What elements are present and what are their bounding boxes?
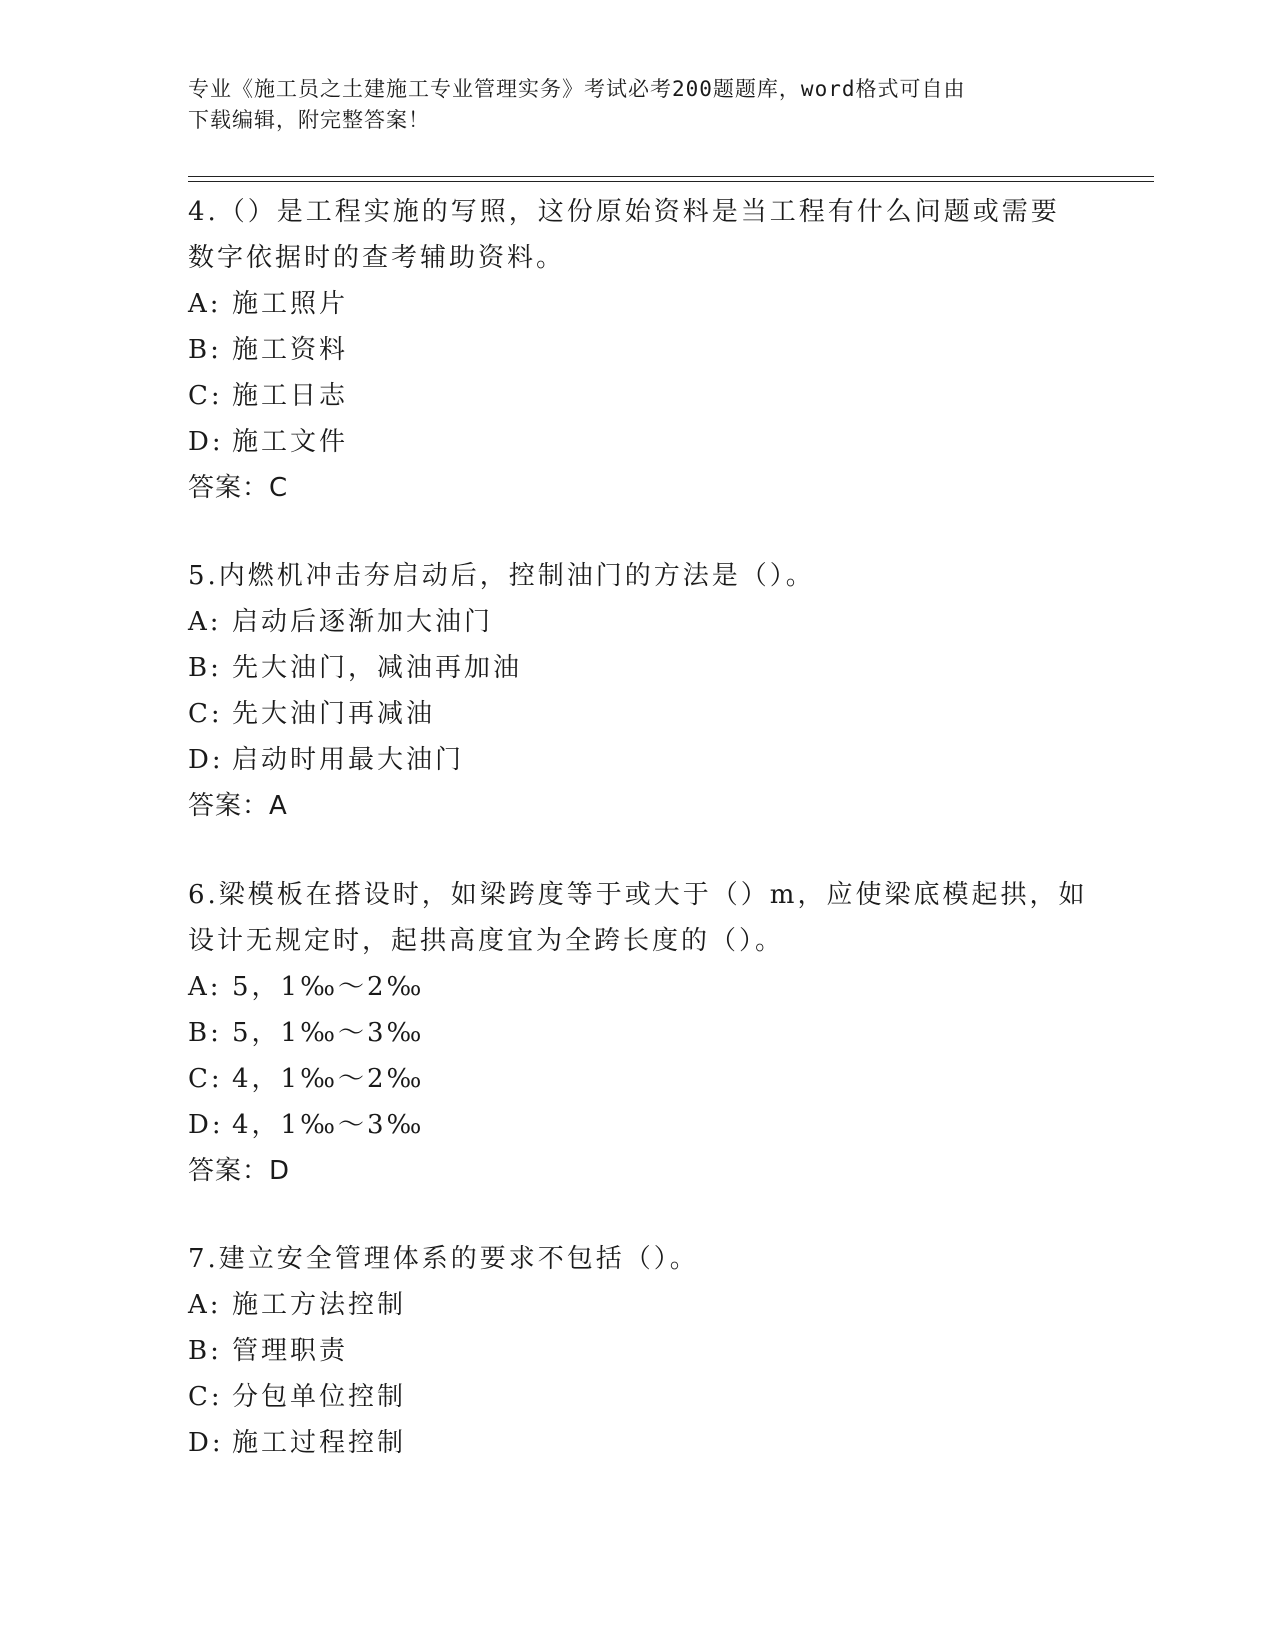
question-stem-line-1: 6.梁模板在搭设时，如梁跨度等于或大于（）m，应使梁底模起拱，如: [188, 880, 1088, 910]
option-b: [188, 1010, 1088, 1056]
option-key: A:: [188, 607, 222, 637]
header-line-1: 专业《施工员之土建施工专业管理实务》考试必考200题题库，word格式可自由: [188, 77, 966, 101]
answer-line: 答案：C: [188, 473, 289, 503]
header-line-2: 下载编辑，附完整答案！: [188, 108, 430, 132]
option-key: D:: [188, 1110, 224, 1140]
option-key: D:: [188, 1428, 224, 1458]
option-key: A:: [188, 1290, 222, 1320]
option-text: 4，1‰～2‰: [232, 1064, 425, 1094]
option-key: B:: [188, 335, 222, 365]
option-text: 先大油门，减油再加油: [232, 653, 523, 683]
question-stem: 7.建立安全管理体系的要求不包括（）。: [188, 1244, 699, 1274]
option-key: B:: [188, 1336, 222, 1366]
option-c: [188, 691, 1088, 737]
header-divider-bottom: [188, 181, 1154, 182]
option-c: [188, 1374, 1088, 1420]
header-divider-top: [188, 176, 1154, 177]
option-key: A:: [188, 972, 222, 1002]
question-stem: [188, 872, 1088, 964]
option-text: 施工资料: [232, 335, 349, 365]
answer-line: 答案：A: [188, 791, 288, 821]
option-d: [188, 1420, 1088, 1466]
option-d: [188, 1102, 1088, 1148]
option-a: [188, 281, 1088, 327]
option-text: 5，1‰～3‰: [232, 1018, 425, 1048]
option-key: C:: [188, 381, 223, 411]
option-key: B:: [188, 1018, 222, 1048]
question-4: [188, 189, 1088, 511]
option-text: 管理职责: [232, 1336, 349, 1366]
option-text: 施工文件: [232, 427, 349, 457]
option-text: 施工日志: [232, 381, 349, 411]
option-a: [188, 599, 1088, 645]
option-a: [188, 964, 1088, 1010]
option-text: 施工方法控制: [232, 1290, 407, 1320]
option-text: 启动后逐渐加大油门: [232, 607, 494, 637]
question-6: [188, 872, 1088, 1194]
option-key: C:: [188, 1064, 223, 1094]
question-stem: [188, 189, 1088, 281]
document-header: [188, 74, 1078, 136]
option-d: [188, 737, 1088, 783]
option-text: 施工照片: [232, 289, 349, 319]
option-text: 施工过程控制: [232, 1428, 407, 1458]
option-text: 先大油门再减油: [232, 699, 436, 729]
question-stem: 5.内燃机冲击夯启动后，控制油门的方法是（）。: [188, 561, 815, 591]
option-key: D:: [188, 745, 224, 775]
question-5: [188, 553, 1088, 829]
option-b: [188, 327, 1088, 373]
answer-line: 答案：D: [188, 1156, 291, 1186]
option-a: [188, 1282, 1088, 1328]
option-b: [188, 1328, 1088, 1374]
option-text: 分包单位控制: [232, 1382, 407, 1412]
option-key: D:: [188, 427, 224, 457]
question-stem-line-2: 设计无规定时，起拱高度宜为全跨长度的（）。: [188, 926, 785, 956]
question-stem-line-1: 4.（）是工程实施的写照，这份原始资料是当工程有什么问题或需要: [188, 197, 1060, 227]
option-b: [188, 645, 1088, 691]
option-key: A:: [188, 289, 222, 319]
option-key: C:: [188, 699, 223, 729]
option-text: 4，1‰～3‰: [232, 1110, 425, 1140]
option-d: [188, 419, 1088, 465]
question-stem-line-2: 数字依据时的查考辅助资料。: [188, 243, 566, 273]
option-c: [188, 373, 1088, 419]
option-text: 5，1‰～2‰: [232, 972, 425, 1002]
option-c: [188, 1056, 1088, 1102]
option-text: 启动时用最大油门: [232, 745, 465, 775]
option-key: C:: [188, 1382, 223, 1412]
option-key: B:: [188, 653, 222, 683]
question-7: [188, 1236, 1088, 1466]
